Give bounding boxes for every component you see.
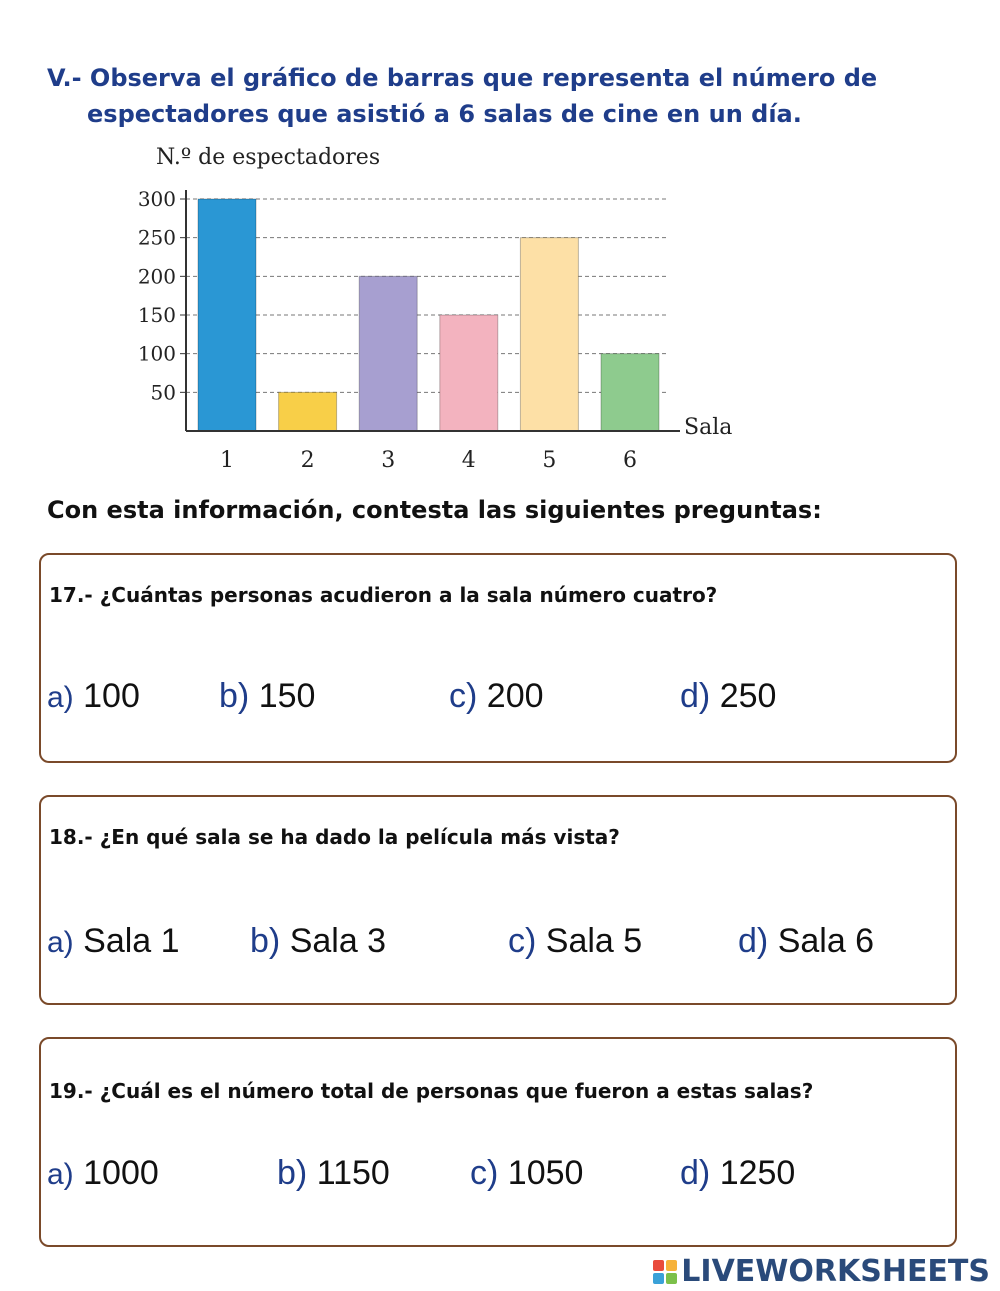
option-value: 200 bbox=[486, 677, 544, 715]
option-letter: b) bbox=[277, 1154, 308, 1192]
y-tick-label: 100 bbox=[137, 341, 176, 366]
brand-name: LIVEWORKSHEETS bbox=[681, 1254, 990, 1289]
q18-option-b[interactable] bbox=[250, 922, 386, 961]
q19-option-d[interactable] bbox=[680, 1154, 795, 1193]
q17-option-c[interactable] bbox=[449, 677, 544, 716]
logo-square bbox=[666, 1273, 677, 1284]
q18-option-d[interactable] bbox=[738, 922, 874, 961]
q18-option-c[interactable] bbox=[508, 922, 642, 961]
q17-option-b[interactable] bbox=[219, 677, 315, 716]
option-letter: d) bbox=[738, 922, 769, 960]
bar-sala-1 bbox=[198, 199, 256, 431]
option-letter: a) bbox=[47, 1158, 74, 1191]
y-axis-label: N.º de espectadores bbox=[156, 145, 381, 170]
bar-sala-4 bbox=[440, 315, 498, 431]
x-tick-label: 4 bbox=[461, 448, 476, 473]
x-tick-label: 1 bbox=[220, 448, 234, 473]
option-value: 1000 bbox=[83, 1154, 159, 1192]
option-value: 250 bbox=[719, 677, 777, 715]
option-value: Sala 5 bbox=[545, 922, 643, 960]
logo-icon bbox=[653, 1260, 677, 1284]
bar-sala-3 bbox=[359, 276, 417, 431]
q17-option-d[interactable] bbox=[680, 677, 776, 716]
heading-line-1: V.- Observa el gráfico de barras que representa el número de bbox=[47, 64, 878, 92]
option-value: 150 bbox=[258, 677, 316, 715]
option-letter: c) bbox=[449, 677, 478, 715]
y-tick-label: 200 bbox=[137, 264, 176, 289]
heading-line-2: espectadores que asistió a 6 salas de cine en un día. bbox=[87, 100, 802, 128]
q19-option-a[interactable] bbox=[47, 1154, 159, 1193]
option-value: 1250 bbox=[719, 1154, 796, 1192]
y-tick-label: 300 bbox=[137, 187, 176, 211]
option-letter: d) bbox=[680, 1154, 711, 1192]
option-value: 100 bbox=[83, 677, 140, 715]
option-letter: c) bbox=[470, 1154, 499, 1192]
bar-sala-5 bbox=[520, 238, 578, 431]
y-tick-label: 150 bbox=[137, 303, 176, 327]
question-19-box bbox=[39, 1037, 957, 1247]
q19-option-c[interactable] bbox=[470, 1154, 583, 1193]
option-letter: b) bbox=[250, 922, 281, 960]
option-letter: d) bbox=[680, 677, 711, 715]
question-17-text: 17.- ¿Cuántas personas acudieron a la sala número cuatro? bbox=[49, 583, 718, 607]
q17-option-a[interactable] bbox=[47, 677, 140, 716]
x-tick-label: 2 bbox=[300, 448, 315, 473]
option-value: Sala 1 bbox=[83, 922, 180, 960]
q19-option-b[interactable] bbox=[277, 1154, 390, 1193]
question-18-text: 18.- ¿En qué sala se ha dado la película más vista? bbox=[49, 825, 620, 849]
bar-chart bbox=[120, 140, 740, 480]
option-letter: a) bbox=[47, 926, 74, 959]
logo-square bbox=[666, 1260, 677, 1271]
section-heading bbox=[47, 60, 947, 132]
x-axis-label: Sala bbox=[684, 415, 733, 440]
option-value: 1150 bbox=[316, 1154, 390, 1192]
logo-square bbox=[653, 1260, 664, 1271]
bar-sala-6 bbox=[601, 354, 659, 431]
option-value: Sala 3 bbox=[289, 922, 387, 960]
option-letter: b) bbox=[219, 677, 250, 715]
question-17-box bbox=[39, 553, 957, 763]
x-tick-label: 6 bbox=[623, 448, 637, 473]
option-letter: c) bbox=[508, 922, 537, 960]
option-value: Sala 6 bbox=[777, 922, 875, 960]
x-tick-label: 5 bbox=[542, 448, 557, 473]
q18-option-a[interactable] bbox=[47, 922, 180, 961]
x-tick-label: 3 bbox=[381, 448, 396, 473]
logo-square bbox=[653, 1273, 664, 1284]
y-tick-label: 250 bbox=[137, 225, 176, 250]
question-19-text: 19.- ¿Cuál es el número total de personas que fueron a estas salas? bbox=[49, 1079, 814, 1103]
bar-sala-2 bbox=[279, 392, 337, 431]
y-tick-label: 50 bbox=[150, 380, 176, 405]
instructions: Con esta información, contesta las siguientes preguntas: bbox=[47, 496, 822, 524]
option-value: 1050 bbox=[507, 1154, 584, 1192]
option-letter: a) bbox=[47, 681, 74, 714]
question-18-box bbox=[39, 795, 957, 1005]
liveworksheets-logo bbox=[653, 1254, 990, 1289]
